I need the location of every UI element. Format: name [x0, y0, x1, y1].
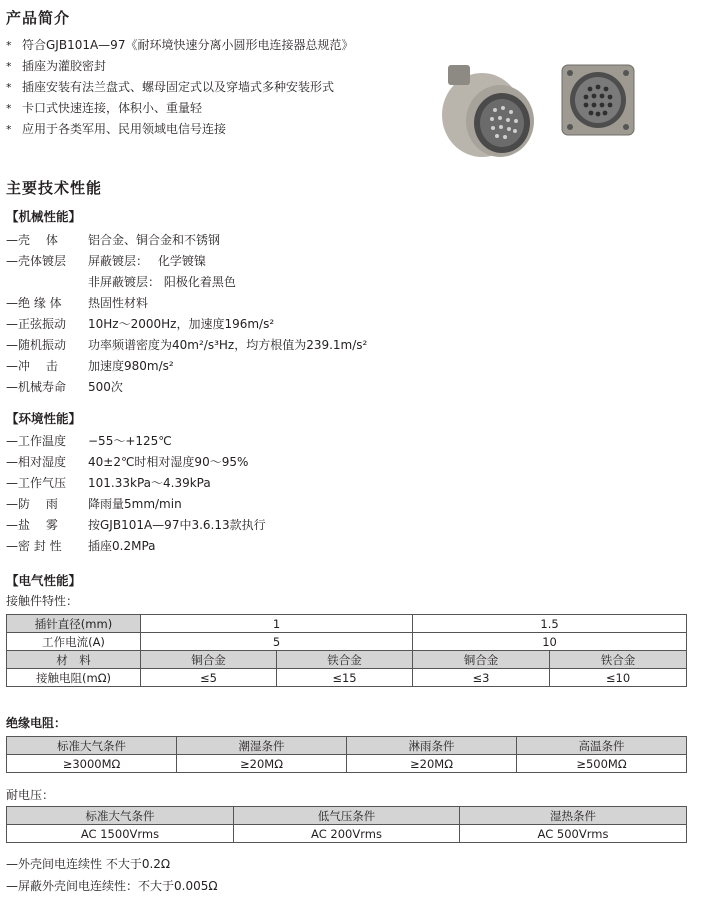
table-cell: 湿热条件 [460, 807, 687, 825]
intro-bullet: * 插座安装有法兰盘式、螺母固定式以及穿墙式多种安装形式 [6, 77, 353, 98]
contact-table [6, 614, 687, 687]
spec-row: —壳 体 铝合金、铜合金和不锈钢 [6, 233, 221, 247]
intro-bullet: * 插座为灌胶密封 [6, 56, 353, 77]
table-cell: 标准大气条件 [7, 737, 177, 755]
voltage-table [6, 806, 687, 843]
table-row [7, 669, 687, 687]
connector-product-image [440, 55, 640, 167]
spec-row: —随机振动 功率频谱密度为40m²/s³Hz，均方根值为239.1m/s² [6, 338, 368, 352]
table-row [7, 651, 687, 669]
table-row [7, 737, 687, 755]
table-cell: 铁合金 [277, 651, 413, 669]
table-cell: AC 500Vrms [460, 825, 687, 843]
spec-row: —防 雨 降雨量5mm/min [6, 497, 182, 511]
bullet-star-icon: * [6, 102, 12, 115]
intro-bullet-list [6, 35, 353, 140]
table-cell: ≥20MΩ [347, 755, 517, 773]
table-cell: 接触电阻(mΩ) [7, 669, 141, 687]
spec-row: —密 封 性 插座0.2MPa [6, 539, 156, 553]
table-cell: 低气压条件 [234, 807, 460, 825]
intro-bullet: * 符合GJB101A—97《耐环境快速分离小圆形电连接器总规范》 [6, 35, 353, 56]
table-row [7, 633, 687, 651]
round-plug-icon [442, 65, 534, 157]
table-row [7, 825, 687, 843]
table-cell: 1.5 [413, 615, 687, 633]
electrical-heading: 【电气性能】 [6, 573, 82, 588]
spec-row: 非屏蔽镀层： 阳极化着黑色 [88, 275, 236, 289]
spec-row: —正弦振动 10Hz～2000Hz，加速度196m/s² [6, 317, 275, 331]
table-cell: ≤3 [413, 669, 550, 687]
table-cell: 5 [141, 633, 413, 651]
bullet-star-icon: * [6, 39, 12, 52]
insulation-label: 绝缘电阻： [6, 716, 67, 730]
table-cell: ≥20MΩ [177, 755, 347, 773]
table-cell: 插针直径(mm) [7, 615, 141, 633]
table-cell: ≥3000MΩ [7, 755, 177, 773]
voltage-label: 耐电压： [6, 788, 55, 802]
flange-socket-icon [562, 65, 634, 135]
spec-row: —相对湿度 40±2℃时相对湿度90～95% [6, 455, 249, 469]
table-cell: 铜合金 [141, 651, 277, 669]
table-cell: 淋雨条件 [347, 737, 517, 755]
spec-row: —工作气压 101.33kPa～4.39kPa [6, 476, 211, 490]
table-cell: 标准大气条件 [7, 807, 234, 825]
spec-row: —壳体镀层 屏蔽镀层： 化学镀镍 [6, 254, 206, 268]
table-row [7, 615, 687, 633]
spec-row: —冲 击 加速度980m/s² [6, 359, 174, 373]
spec-row: —盐 雾 按GJB101A—97中3.6.13款执行 [6, 518, 266, 532]
bullet-star-icon: * [6, 60, 12, 73]
table-cell: ≤10 [550, 669, 687, 687]
table-row [7, 755, 687, 773]
spec-row: —绝 缘 体 热固性材料 [6, 296, 149, 310]
environment-heading: 【环境性能】 [6, 411, 82, 426]
table-cell: 铜合金 [413, 651, 550, 669]
insulation-table [6, 736, 687, 773]
continuity-line: —外壳间电连续性 不大于0.2Ω [6, 857, 171, 871]
contact-label: 接触件特性： [6, 594, 79, 608]
spec-row: —机械寿命 500次 [6, 380, 123, 394]
bullet-star-icon: * [6, 123, 12, 136]
intro-title: 产品简介 [6, 9, 71, 27]
table-row [7, 807, 687, 825]
table-cell: 高温条件 [517, 737, 687, 755]
table-cell: ≤15 [277, 669, 413, 687]
table-cell: 工作电流(A) [7, 633, 141, 651]
bullet-star-icon: * [6, 81, 12, 94]
table-cell: 10 [413, 633, 687, 651]
tech-title: 主要技术性能 [6, 179, 103, 197]
table-cell: AC 1500Vrms [7, 825, 234, 843]
table-cell: 材 料 [7, 651, 141, 669]
table-cell: AC 200Vrms [234, 825, 460, 843]
spec-row: —工作温度 −55～+125℃ [6, 434, 172, 448]
continuity-line: —屏蔽外壳间电连续性：不大于0.005Ω [6, 879, 218, 893]
table-cell: 铁合金 [550, 651, 687, 669]
table-cell: ≥500MΩ [517, 755, 687, 773]
table-cell: ≤5 [141, 669, 277, 687]
intro-bullet: * 应用于各类军用、民用领域电信号连接 [6, 119, 353, 140]
table-cell: 1 [141, 615, 413, 633]
mechanical-heading: 【机械性能】 [6, 209, 82, 224]
table-cell: 潮湿条件 [177, 737, 347, 755]
intro-bullet: * 卡口式快速连接，体积小、重量轻 [6, 98, 353, 119]
